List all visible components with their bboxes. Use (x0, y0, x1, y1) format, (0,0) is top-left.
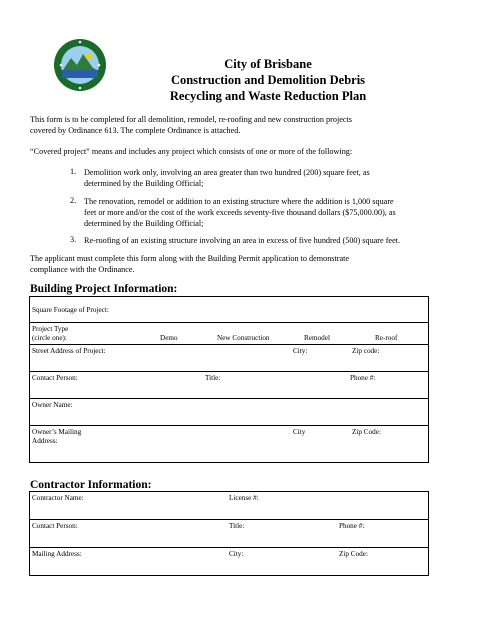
contractor-phone-label: Phone #: (339, 522, 365, 530)
contractor-contact-label: Contact Person: (32, 522, 78, 530)
building-project-table (29, 296, 429, 463)
building-section-heading: Building Project Information: (30, 283, 178, 295)
intro-line-2: covered by Ordinance 613. The complete Ordinance is attached. (30, 126, 241, 135)
list-item-2-line-1: The renovation, remodel or addition to an existing structure where the addition is 1,000 square (84, 197, 394, 206)
contractor-name-field[interactable] (30, 492, 429, 520)
form-title-city: City of Brisbane (224, 57, 312, 71)
closing-line-1: The applicant must complete this form along with the Building Permit application to demonstrate (30, 254, 350, 263)
contact-person-field[interactable] (30, 372, 429, 399)
project-type-instruction: (circle one): (32, 334, 67, 342)
street-address-field[interactable] (30, 345, 429, 372)
list-item-1-line-1: Demolition work only, involving an area greater than two hundred (200) square feet, as (84, 168, 370, 177)
contractor-city-label: City: (229, 550, 244, 558)
contact-person-label: Contact Person: (32, 374, 78, 382)
option-new-construction[interactable]: New Construction (217, 334, 270, 342)
list-item-2-number: 2. (70, 196, 77, 205)
contractor-section-heading: Contractor Information: (30, 479, 152, 491)
option-reroof[interactable]: Re-roof (375, 334, 398, 342)
closing-line-2: compliance with the Ordinance. (30, 265, 135, 274)
license-number-label: License #: (229, 494, 259, 502)
contractor-title-label: Title: (229, 522, 245, 530)
project-type-field[interactable] (30, 323, 429, 345)
contact-title-label: Title: (205, 374, 221, 382)
contractor-zip-label: Zip Code: (339, 550, 368, 558)
list-item-3-number: 3. (70, 235, 77, 244)
list-item-3-line-1: Re-roofing of an existing structure involving an area in excess of five hundred (500) square feet. (84, 236, 401, 245)
list-item-1-number: 1. (70, 167, 77, 176)
contact-phone-label: Phone #: (350, 374, 376, 382)
option-remodel[interactable]: Remodel (304, 334, 330, 342)
contractor-table (29, 491, 429, 576)
form-title-sub: Recycling and Waste Reduction Plan (169, 89, 367, 103)
owner-mailing-label: Owner’s Mailing (32, 428, 82, 436)
contractor-contact-field[interactable] (30, 520, 429, 548)
contractor-mailing-label: Mailing Address: (32, 550, 82, 558)
owner-city-label: City (293, 428, 306, 436)
owner-mailing-address-field[interactable] (30, 426, 429, 463)
list-item-1-line-2: determined by the Building Official; (84, 179, 204, 188)
owner-address-label: Address: (32, 437, 58, 445)
city-seal-logo (53, 38, 107, 92)
square-footage-label: Square Footage of Project: (32, 306, 109, 314)
list-item-2-line-2: feet or more and/or the cost of the work exceeds seventy-five thousand dollars ($75,000.00), as (84, 208, 396, 217)
project-city-label: City: (293, 347, 308, 355)
street-address-label: Street Address of Project: (32, 347, 106, 355)
square-footage-field[interactable] (30, 297, 429, 323)
covered-project-definition: “Covered project” means and includes any project which consists of one or more of the following: (30, 147, 353, 156)
contractor-mailing-field[interactable] (30, 548, 429, 576)
project-zip-label: Zip code: (352, 347, 380, 355)
list-item-2-line-3: determined by the Building Official; (84, 219, 204, 228)
owner-name-label: Owner Name: (32, 401, 73, 409)
form-title-main: Construction and Demolition Debris (170, 73, 366, 87)
project-type-label: Project Type (32, 325, 69, 333)
intro-line-1: This form is to be completed for all demolition, remodel, re-roofing and new construction projects (30, 115, 352, 124)
option-demo[interactable]: Demo (160, 334, 178, 342)
owner-name-field[interactable] (30, 399, 429, 426)
contractor-name-label: Contractor Name: (32, 494, 84, 502)
owner-zip-label: Zip Code: (352, 428, 381, 436)
